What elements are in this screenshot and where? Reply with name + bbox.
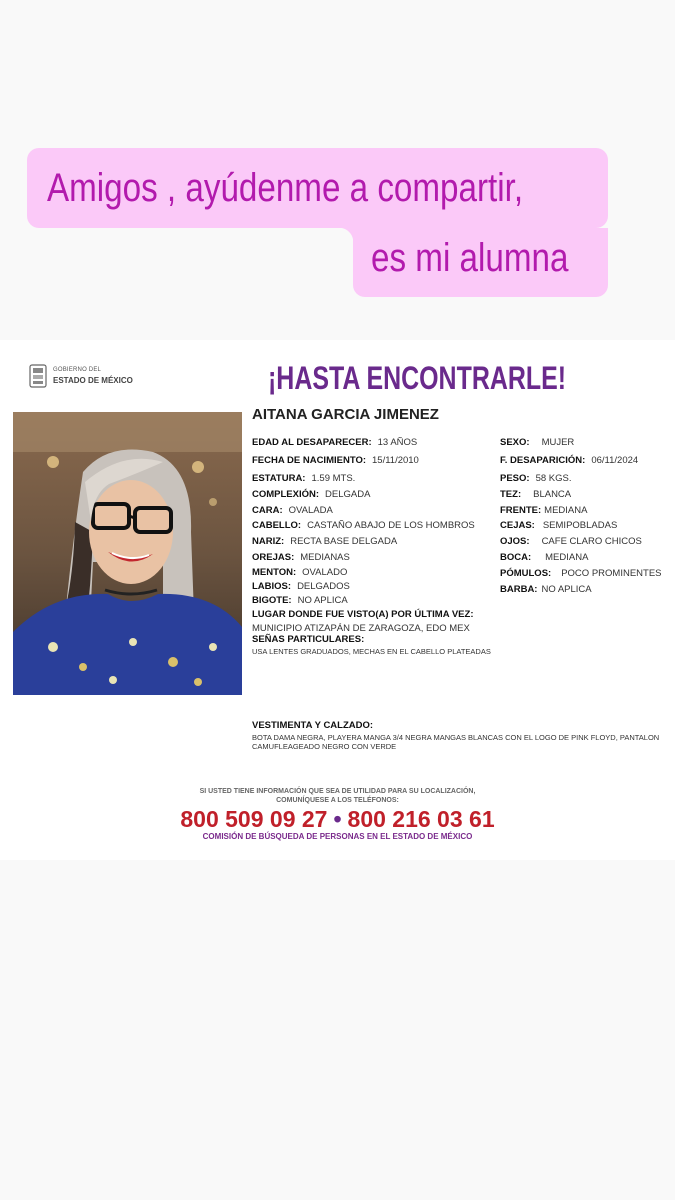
field-pomulos: PÓMULOS: POCO PROMINENTES [500, 568, 662, 579]
field-tez: TEZ: BLANCA [500, 489, 572, 500]
field-complexion: COMPLEXIÓN: DELGADA [252, 489, 371, 500]
poster-headline: ¡HASTA ENCONTRARLE! [268, 360, 567, 396]
field-nacimiento: FECHA DE NACIMIENTO: 15/11/2010 [252, 455, 419, 466]
phone-separator: • [333, 806, 342, 832]
phone-number-2[interactable]: 800 216 03 61 [347, 806, 495, 832]
logo-line1: GOBIERNO DEL [53, 367, 102, 373]
field-labios: LABIOS: DELGADOS [252, 581, 350, 592]
lugar-label: LUGAR DONDE FUE VISTO(A) POR ÚLTIMA VEZ: [252, 609, 474, 620]
message-bubble-line2 [353, 228, 608, 297]
field-peso: PESO: 58 KGS. [500, 473, 572, 484]
field-ojos: OJOS: CAFE CLARO CHICOS [500, 536, 642, 547]
senas-label: SEÑAS PARTICULARES: [252, 634, 365, 645]
vestimenta-label: VESTIMENTA Y CALZADO: [252, 720, 374, 731]
field-cejas: CEJAS: SEMIPOBLADAS [500, 520, 618, 531]
field-cabello: CABELLO: CASTAÑO ABAJO DE LOS HOMBROS [252, 520, 475, 531]
senas-value: USA LENTES GRADUADOS, MECHAS EN EL CABELLO PLATEADAS [252, 647, 491, 656]
info-line1: SI USTED TIENE INFORMACIÓN QUE SEA DE UTILIDAD PARA SU LOCALIZACIÓN, [199, 788, 476, 795]
field-menton: MENTON: OVALADO [252, 567, 348, 578]
message-text-line1: Amigos , ayúdenme a compartir, [47, 166, 524, 210]
seal-icon [28, 364, 48, 388]
info-line2: COMUNÍQUESE A LOS TELÉFONOS: [276, 797, 399, 804]
field-boca: BOCA: MEDIANA [500, 552, 589, 563]
lugar-value: MUNICIPIO ATIZAPÁN DE ZARAGOZA, EDO MEX [252, 623, 470, 634]
field-sexo: SEXO: MUJER [500, 437, 575, 448]
field-barba: BARBA: NO APLICA [500, 584, 592, 595]
message-bubble-line1 [27, 148, 608, 228]
phone-number-1[interactable]: 800 509 09 27 [180, 806, 328, 832]
field-edad: EDAD AL DESAPARECER: 13 AÑOS [252, 437, 418, 448]
field-bigote: BIGOTE: NO APLICA [252, 595, 348, 606]
comision-text: COMISIÓN DE BÚSQUEDA DE PERSONAS EN EL ESTADO DE MÉXICO [202, 832, 473, 841]
logo-line2: ESTADO DE MÉXICO [53, 376, 133, 385]
field-orejas: OREJAS: MEDIANAS [252, 552, 350, 563]
person-name: AITANA GARCIA JIMENEZ [252, 406, 439, 423]
field-cara: CARA: OVALADA [252, 505, 333, 516]
field-frente: FRENTE: MEDIANA [500, 505, 588, 516]
field-desaparicion: F. DESAPARICIÓN: 06/11/2024 [500, 455, 639, 466]
vestimenta-line2: CAMUFLEAGEADO NEGRO CON VERDE [252, 742, 397, 751]
person-photo [13, 412, 242, 695]
message-text-line2: es mi alumna [371, 236, 569, 280]
vestimenta-line1: BOTA DAMA NEGRA, PLAYERA MANGA 3/4 NEGRA MANGAS BLANCAS CON EL LOGO DE PINK FLOYD, PANTALON [252, 733, 660, 742]
field-nariz: NARIZ: RECTA BASE DELGADA [252, 536, 398, 547]
government-logo [28, 364, 138, 390]
field-estatura: ESTATURA: 1.59 MTS. [252, 473, 356, 484]
phone-numbers [0, 806, 675, 833]
